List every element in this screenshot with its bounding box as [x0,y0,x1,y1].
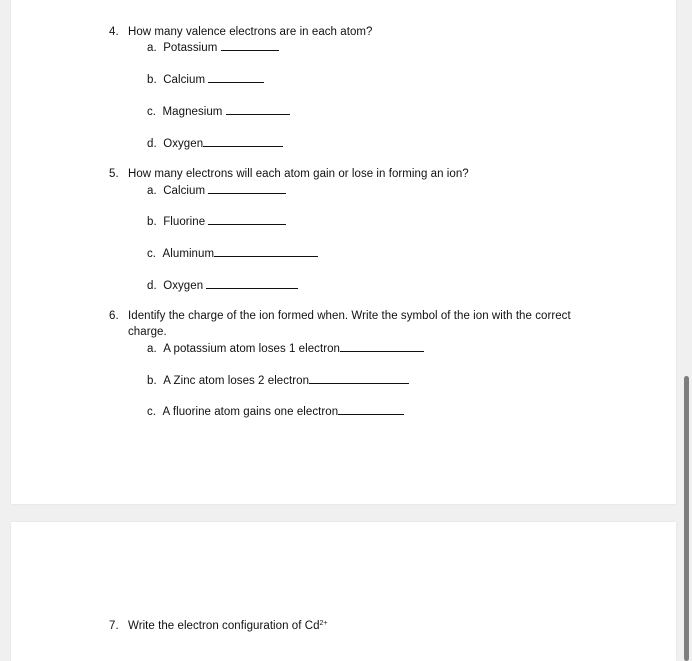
question-7-text: Write the electron configuration of Cd [128,620,320,632]
item-text: Calcium [163,185,206,197]
item-letter: c. [147,248,157,260]
item-text: A potassium atom loses 1 electron [163,343,340,355]
answer-blank[interactable] [214,246,318,257]
q4-item-d [147,136,283,151]
item-letter: a. [147,185,157,197]
item-letter: d. [147,280,157,292]
item-text: Oxygen [163,138,204,150]
item-letter: c. [147,106,157,118]
question-number: 4. [109,26,119,38]
answer-blank[interactable] [221,40,279,51]
q5-item-a [147,183,286,198]
answer-blank[interactable] [208,72,264,83]
worksheet-page-1 [11,0,676,504]
answer-blank[interactable] [338,404,404,415]
q5-item-c [147,246,318,261]
q4-item-b [147,72,264,87]
question-4 [109,25,119,39]
answer-blank[interactable] [340,341,424,352]
item-text: Aluminum [162,248,215,260]
q6-item-c [147,404,404,419]
q4-item-c [147,104,290,119]
ion-charge-superscript: 2+ [319,620,328,627]
answer-blank[interactable] [208,183,286,194]
q5-item-d [147,278,298,293]
item-letter: d. [147,138,157,150]
question-6-text-line1: Identify the charge of the ion formed when. Write the symbol of the ion with the correct [128,310,571,322]
q6-item-a [147,341,424,356]
scrollbar-thumb[interactable] [684,376,689,661]
item-text: Calcium [163,74,206,86]
item-letter: a. [147,42,157,54]
item-text: Oxygen [163,280,204,292]
answer-blank[interactable] [226,104,290,115]
question-6-text-line2: charge. [128,326,167,338]
item-letter: b. [147,74,157,86]
item-letter: b. [147,375,157,387]
item-text: Potassium [163,42,218,54]
q6-item-b [147,373,409,388]
item-text: A fluorine atom gains one electron [162,406,339,418]
q5-item-b [147,214,286,229]
answer-blank[interactable] [208,214,286,225]
answer-blank[interactable] [206,278,298,289]
item-letter: b. [147,216,157,228]
item-text: A Zinc atom loses 2 electron [163,375,310,387]
item-text: Magnesium [162,106,223,118]
q4-item-a [147,40,279,55]
answer-blank[interactable] [203,136,283,147]
worksheet-page-2 [11,522,676,661]
item-letter: a. [147,343,157,355]
question-6-number: 6. [109,310,119,322]
question-7-number: 7. [109,620,119,632]
item-text: Fluorine [163,216,206,228]
question-5-number: 5. [109,168,119,180]
item-letter: c. [147,406,157,418]
question-4-text: How many valence electrons are in each atom? [128,26,373,38]
question-7 [128,619,328,633]
answer-blank[interactable] [309,373,409,384]
question-5-text: How many electrons will each atom gain or lose in forming an ion? [128,168,469,180]
